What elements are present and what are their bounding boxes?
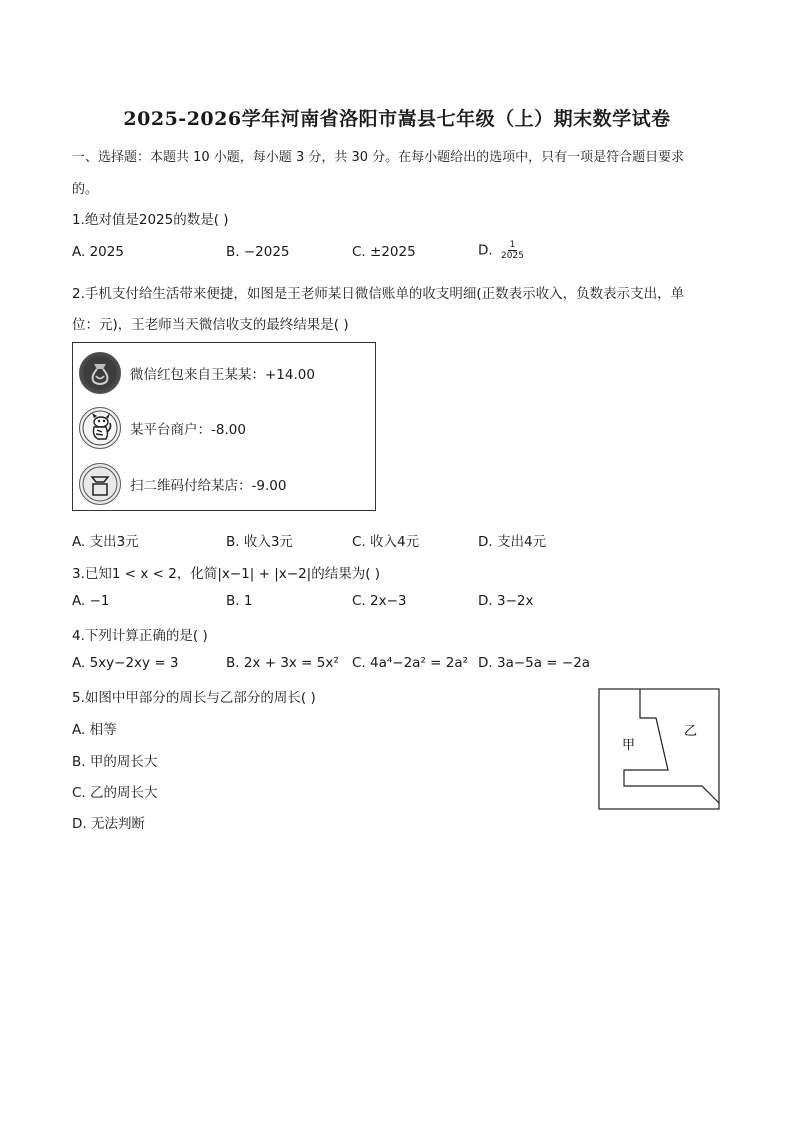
question-3-stem: 3.已知1 < x < 2，化简|x−1| + |x−2|的结果为( ) xyxy=(72,566,381,582)
bill-record-2 xyxy=(79,407,246,449)
question-3-option-b: B. 1 xyxy=(226,593,253,609)
merchant-mascot-icon xyxy=(79,407,121,449)
question-5-option-b: B. 甲的周长大 xyxy=(72,754,158,770)
figure-dividing-line xyxy=(624,689,719,803)
question-2-stem-line-1: 2.手机支付给生活带来便捷，如图是王老师某日微信账单的收支明细(正数表示收入，负数表示支出，单 xyxy=(72,286,685,302)
question-5-option-a: A. 相等 xyxy=(72,722,117,738)
bill-record-3-text: 扫二维码付给某店：-9.00 xyxy=(130,478,287,494)
question-1-option-d xyxy=(478,240,526,261)
question-4-option-d: D. 3a−5a = −2a xyxy=(478,655,591,671)
question-3-option-a: A. −1 xyxy=(72,593,110,609)
question-2-option-b: B. 收入3元 xyxy=(226,534,293,550)
question-4-option-c: C. 4a⁴−2a² = 2a² xyxy=(352,655,469,671)
fraction-denominator: 2025 xyxy=(500,251,524,261)
question-3-option-c: C. 2x−3 xyxy=(352,593,407,609)
question-5-stem: 5.如图中甲部分的周长与乙部分的周长( ) xyxy=(72,690,316,706)
question-2-option-a: A. 支出3元 xyxy=(72,534,139,550)
figure-label-jia: 甲 xyxy=(622,738,636,753)
figure-label-yi: 乙 xyxy=(684,724,698,739)
fraction-numerator: 1 xyxy=(509,240,516,250)
figure-outer-square xyxy=(599,689,719,809)
question-4-option-b: B. 2x + 3x = 5x² xyxy=(226,655,339,671)
wechat-bill-figure xyxy=(72,342,376,511)
bill-record-1-text: 微信红包来自王某某：+14.00 xyxy=(130,367,315,383)
question-5-option-d: D. 无法判断 xyxy=(72,816,145,832)
question-1-option-c: C. ±2025 xyxy=(352,244,416,260)
bill-record-1 xyxy=(79,352,315,394)
question-4-option-a: A. 5xy−2xy = 3 xyxy=(72,655,179,671)
question-1-stem: 1.绝对值是2025的数是( ) xyxy=(72,212,229,228)
fraction xyxy=(499,240,526,261)
red-packet-icon xyxy=(79,352,121,394)
question-2-stem-line-2: 位：元)，王老师当天微信收支的最终结果是( ) xyxy=(72,317,349,333)
question-4-stem: 4.下列计算正确的是( ) xyxy=(72,628,208,644)
bill-record-2-text: 某平台商户：-8.00 xyxy=(130,422,246,438)
question-1-option-b: B. −2025 xyxy=(226,244,290,260)
bill-record-3 xyxy=(79,463,286,505)
question-2-option-d: D. 支出4元 xyxy=(478,534,547,550)
perimeter-figure xyxy=(598,688,720,810)
qr-pay-icon xyxy=(79,463,121,505)
section-heading-line-2: 的。 xyxy=(72,182,99,197)
question-2-option-c: C. 收入4元 xyxy=(352,534,420,550)
section-heading-line-1: 一、选择题：本题共 10 小题，每小题 3 分，共 30 分。在每小题给出的选项中，只有一项是符合题目要求 xyxy=(72,150,685,165)
question-1-option-d-label: D. xyxy=(478,242,493,259)
question-3-option-d: D. 3−2x xyxy=(478,593,534,609)
question-1-option-a: A. 2025 xyxy=(72,244,124,260)
page-title: 2025-2026学年河南省洛阳市嵩县七年级（上）期末数学试卷 xyxy=(123,108,671,130)
question-5-option-c: C. 乙的周长大 xyxy=(72,785,158,801)
